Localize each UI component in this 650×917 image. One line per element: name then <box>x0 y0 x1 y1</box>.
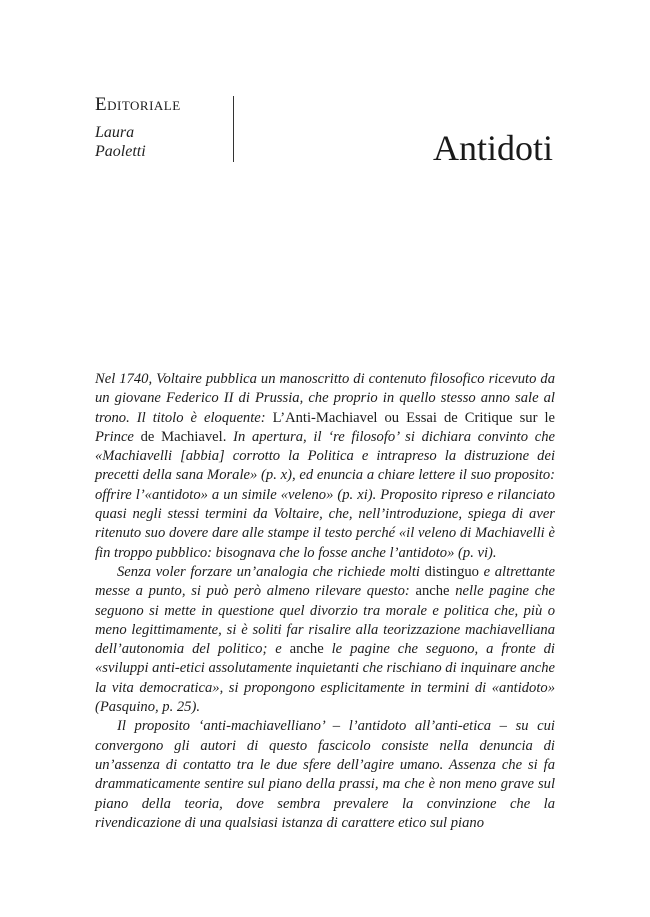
text-run: In apertura, il ‘re filosofo’ si dichiara convinto che «Machiavelli [abbia] corrotto la Politica e intrapreso la distruzione dei precetti della sana Morale» (p. x), ed enuncia a chiare lettere il suo proposito: offrire l’«antidoto» a un simile «veleno» (p. xi). Proposito ripreso e rilanciato quasi negli stessi termini da Voltaire, che, nell’introduzione, spiega di aver ritenuto suo dovere dare alle stampe il testo perché «il veleno di Machiavelli è fin troppo pubblico: bisognava che lo fosse anche l’antidoto» (p. vi). <box>95 428 555 561</box>
text-run: nelle pagine che seguono si mette in questione quel divorzio tra morale e politica che, più o meno legittimamente, si è soliti far risalire alla teorizzazione machiavelliana dell’autonomia del politico; e <box>95 583 555 658</box>
text-run: e altrettante messe a punto, si può però almeno rilevare questo: <box>95 563 556 600</box>
paragraph-2 <box>95 563 555 717</box>
header-divider <box>233 96 234 162</box>
text-run: anche <box>289 641 324 658</box>
section-label: Editoriale <box>95 94 181 115</box>
article-body <box>95 370 555 833</box>
article-title: Antidoti <box>432 128 553 168</box>
text-run: Prince <box>95 428 134 445</box>
text-run: Senza voler forzare un’analogia che richiede molti <box>117 563 425 580</box>
paragraph-3 <box>95 717 555 833</box>
author-first-name: Laura <box>95 124 135 141</box>
paragraph-1 <box>95 370 555 563</box>
text-run: L’Anti-Machiavel ou Essai de Critique sur le <box>272 409 555 426</box>
author-last-name: Paoletti <box>95 143 146 160</box>
text-run: distinguo <box>424 563 479 580</box>
author-name <box>95 123 225 161</box>
article-header <box>95 93 225 161</box>
text-run: de Machiavel. <box>133 428 234 445</box>
text-run: le pagine che seguono, a fronte di «sviluppi anti-etici assolutamente inquietanti che rischiano di inquinare anche la vita democratica», si propongono esplicitamente in termini di «antidoto» (Pasquino, p. 25). <box>95 641 555 716</box>
text-run: anche <box>415 583 450 600</box>
text-run: Nel 1740, Voltaire pubblica un manoscritto di contenuto filosofico ricevuto da un giovane Federico II di Prussia, che proprio in quello stesso anno sale al trono. Il titolo è eloquente: <box>95 371 555 426</box>
text-run: Il proposito ‘anti-machiavelliano’ – l’antidoto all’anti-etica – su cui convergono gli autori di questo fascicolo consiste nella denuncia di un’assenza di contatto tra le due sfere dell’agire umano. Assenza che si fa drammaticamente sentire sul piano della prassi, ma che è non meno grave sul piano della teoria, dove sembra prevalere la convinzione che la rivendicazione di una qualsiasi istanza di carattere etico sul piano <box>95 718 555 831</box>
